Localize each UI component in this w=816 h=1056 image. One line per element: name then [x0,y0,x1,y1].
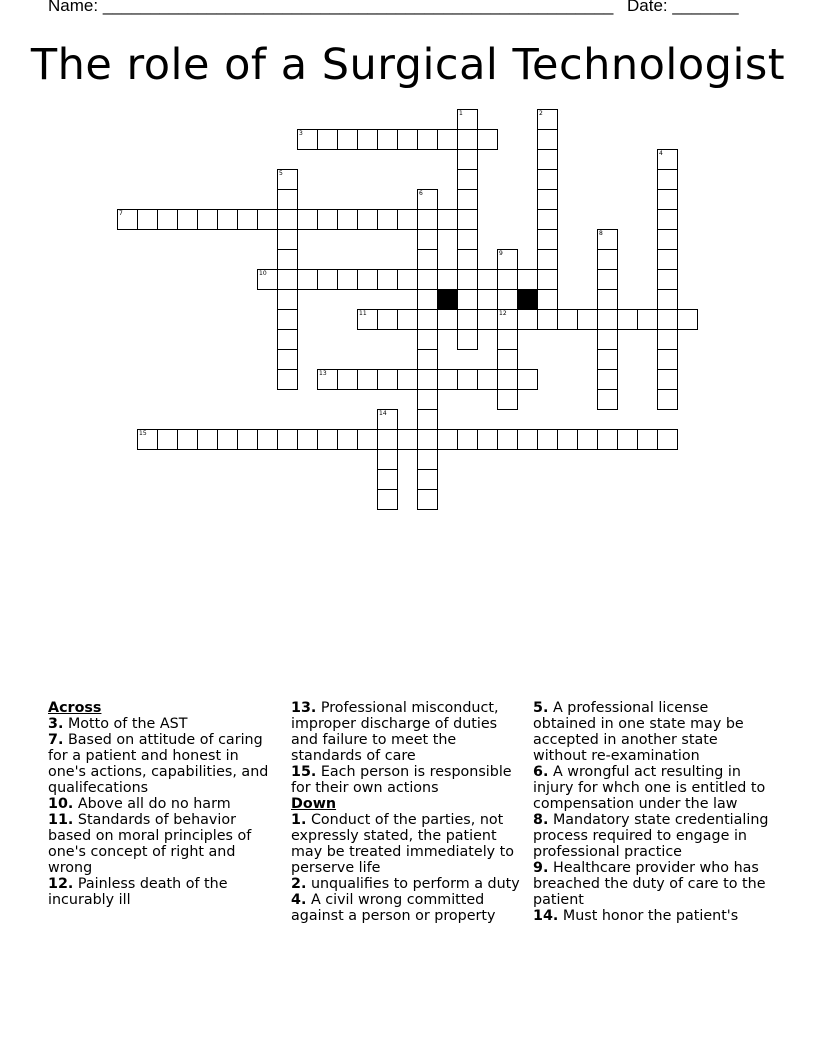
grid-cell[interactable] [457,329,478,350]
clue-across-11: 11. Standards of behavior based on moral principles of one's concept of right and wrong [48,812,252,876]
grid-cell[interactable] [537,149,558,170]
grid-cell[interactable] [377,129,398,150]
grid-cell[interactable] [617,309,638,330]
grid-cell[interactable] [557,429,578,450]
grid-cell[interactable] [657,229,678,250]
grid-cell[interactable] [397,209,418,230]
grid-cell[interactable] [337,429,358,450]
grid-cell[interactable] [397,309,418,330]
grid-cell[interactable] [637,429,658,450]
grid-cell[interactable] [457,209,478,230]
date-label: Date: [627,0,668,15]
grid-cell[interactable] [437,369,458,390]
grid-cell[interactable] [297,209,318,230]
grid-cell[interactable] [377,369,398,390]
clue-column-3 [533,700,769,924]
grid-cell[interactable] [597,229,618,250]
grid-cell[interactable] [377,269,398,290]
grid-cell[interactable] [657,209,678,230]
grid-cell[interactable] [277,369,298,390]
grid-cell[interactable] [537,309,558,330]
grid-cell[interactable] [197,209,218,230]
grid-cell[interactable] [497,309,518,330]
grid-cell[interactable] [657,349,678,370]
grid-cell[interactable] [657,369,678,390]
grid-cell[interactable] [497,289,518,310]
grid-cell[interactable] [537,249,558,270]
grid-cell[interactable] [457,149,478,170]
grid-cell[interactable] [597,249,618,270]
clue-number: 3 [299,130,303,137]
grid-cell[interactable] [257,269,278,290]
grid-cell[interactable] [657,309,678,330]
clue-across-15: 15. Each person is responsible for their own actions [291,764,512,796]
grid-cell[interactable] [477,129,498,150]
grid-cell[interactable] [277,229,298,250]
clue-number: 2 [539,110,543,117]
grid-cell[interactable] [517,309,538,330]
name-line: ______________________________________________________ [102,0,614,15]
grid-cell[interactable] [397,429,418,450]
grid-cell[interactable] [137,429,158,450]
grid-cell[interactable] [497,269,518,290]
grid-cell[interactable] [277,329,298,350]
clue-number: 9 [499,250,503,257]
grid-cell[interactable] [377,209,398,230]
grid-cell[interactable] [357,269,378,290]
grid-cell[interactable] [537,189,558,210]
grid-cell[interactable] [617,429,638,450]
grid-cell[interactable] [497,329,518,350]
grid-cell[interactable] [217,429,238,450]
grid-cell[interactable] [157,429,178,450]
grid-cell[interactable] [417,369,438,390]
grid-cell[interactable] [497,389,518,410]
clue-number: 7 [119,210,123,217]
grid-cell[interactable] [657,329,678,350]
grid-cell[interactable] [497,369,518,390]
grid-cell[interactable] [137,209,158,230]
grid-cell[interactable] [177,209,198,230]
clue-across-10: 10. Above all do no harm [48,796,231,812]
grid-cell[interactable] [517,429,538,450]
grid-cell[interactable] [497,349,518,370]
grid-cell[interactable] [217,209,238,230]
grid-cell[interactable] [337,369,358,390]
grid-cell[interactable] [477,429,498,450]
grid-cell[interactable] [677,309,698,330]
grid-cell[interactable] [357,309,378,330]
grid-cell[interactable] [517,369,538,390]
grid-cell[interactable] [357,209,378,230]
grid-cell[interactable] [377,309,398,330]
grid-cell[interactable] [417,449,438,470]
clue-down-9: 9. Healthcare provider who has breached the duty of care to the patient [533,860,766,908]
clue-down-6: 6. A wrongful act resulting in injury for whch one is entitled to compensation under the law [533,764,766,812]
grid-cell[interactable] [657,169,678,190]
clue-number: 15 [139,430,147,437]
grid-cell[interactable] [417,429,438,450]
grid-cell[interactable] [457,109,478,130]
grid-cell[interactable] [297,129,318,150]
grid-cell[interactable] [457,189,478,210]
grid-cell[interactable] [417,329,438,350]
black-square [437,289,458,310]
grid-cell[interactable] [297,269,318,290]
grid-cell[interactable] [277,309,298,330]
grid-cell[interactable] [277,209,298,230]
grid-cell[interactable] [337,209,358,230]
clue-number: 10 [259,270,267,277]
grid-cell[interactable] [357,369,378,390]
grid-cell[interactable] [597,309,618,330]
down-heading: Down [291,796,337,812]
grid-cell[interactable] [237,429,258,450]
grid-cell[interactable] [457,249,478,270]
date-line: _______ [672,0,739,15]
grid-cell[interactable] [537,209,558,230]
clue-column-1 [48,700,280,908]
grid-cell[interactable] [417,409,438,430]
grid-cell[interactable] [257,209,278,230]
grid-cell[interactable] [537,129,558,150]
clue-number: 8 [599,230,603,237]
grid-cell[interactable] [417,129,438,150]
black-square [517,289,538,310]
grid-cell[interactable] [537,109,558,130]
grid-cell[interactable] [457,169,478,190]
grid-cell[interactable] [417,349,438,370]
grid-cell[interactable] [417,469,438,490]
grid-cell[interactable] [437,309,458,330]
grid-cell[interactable] [437,269,458,290]
grid-cell[interactable] [437,129,458,150]
grid-cell[interactable] [657,249,678,270]
grid-cell[interactable] [417,209,438,230]
grid-cell[interactable] [337,129,358,150]
grid-cell[interactable] [537,269,558,290]
grid-cell[interactable] [437,209,458,230]
grid-cell[interactable] [317,269,338,290]
clue-across-3: 3. Motto of the AST [48,716,188,732]
grid-cell[interactable] [477,369,498,390]
grid-cell[interactable] [277,429,298,450]
grid-cell[interactable] [597,369,618,390]
grid-cell[interactable] [317,369,338,390]
grid-cell[interactable] [597,289,618,310]
grid-cell[interactable] [657,429,678,450]
grid-cell[interactable] [537,169,558,190]
grid-cell[interactable] [117,209,138,230]
grid-cell[interactable] [397,129,418,150]
grid-cell[interactable] [657,149,678,170]
clue-across-12: 12. Painless death of the incurably ill [48,876,228,908]
grid-cell[interactable] [277,349,298,370]
grid-cell[interactable] [317,129,338,150]
grid-cell[interactable] [597,389,618,410]
clue-number: 4 [659,150,663,157]
clue-down-8: 8. Mandatory state credentialing process required to engage in professional practice [533,812,769,860]
grid-cell[interactable] [537,229,558,250]
clue-down-2: 2. unqualifies to perform a duty [291,876,520,892]
clue-number: 13 [319,370,327,377]
clue-across-13: 13. Professional misconduct, improper discharge of duties and failure to meet the standards of care [291,700,499,764]
grid-cell[interactable] [517,269,538,290]
grid-cell[interactable] [557,309,578,330]
grid-cell[interactable] [457,269,478,290]
grid-cell[interactable] [577,309,598,330]
clue-down-4: 4. A civil wrong committed against a person or property [291,892,496,924]
grid-cell[interactable] [357,129,378,150]
grid-cell[interactable] [537,289,558,310]
grid-cell[interactable] [377,409,398,430]
grid-cell[interactable] [457,309,478,330]
grid-cell[interactable] [277,189,298,210]
grid-cell[interactable] [597,269,618,290]
grid-cell[interactable] [597,429,618,450]
grid-cell[interactable] [477,309,498,330]
grid-cell[interactable] [437,429,458,450]
grid-cell[interactable] [377,469,398,490]
grid-cell[interactable] [177,429,198,450]
grid-cell[interactable] [457,229,478,250]
grid-cell[interactable] [577,429,598,450]
grid-cell[interactable] [317,209,338,230]
grid-cell[interactable] [337,269,358,290]
name-label: Name: [48,0,99,15]
grid-cell[interactable] [497,249,518,270]
grid-cell[interactable] [277,169,298,190]
grid-cell[interactable] [457,429,478,450]
grid-cell[interactable] [497,429,518,450]
clue-across-7: 7. Based on attitude of caring for a patient and honest in one's actions, capabilities, and qualifecations [48,732,269,796]
grid-cell[interactable] [297,429,318,450]
grid-cell[interactable] [657,189,678,210]
clue-number: 14 [379,410,387,417]
grid-cell[interactable] [457,129,478,150]
grid-cell[interactable] [157,209,178,230]
grid-cell[interactable] [657,289,678,310]
grid-cell[interactable] [477,269,498,290]
grid-cell[interactable] [417,249,438,270]
grid-cell[interactable] [197,429,218,450]
grid-cell[interactable] [417,389,438,410]
clue-number: 5 [279,170,283,177]
grid-cell[interactable] [657,389,678,410]
grid-cell[interactable] [597,329,618,350]
grid-cell[interactable] [417,289,438,310]
grid-cell[interactable] [417,269,438,290]
grid-cell[interactable] [317,429,338,450]
grid-cell[interactable] [377,489,398,510]
clue-number: 11 [359,310,367,317]
grid-cell[interactable] [357,429,378,450]
grid-cell[interactable] [397,269,418,290]
grid-cell[interactable] [397,369,418,390]
grid-cell[interactable] [257,429,278,450]
grid-cell[interactable] [597,349,618,370]
grid-cell[interactable] [417,189,438,210]
grid-cell[interactable] [377,449,398,470]
grid-cell[interactable] [457,369,478,390]
grid-cell[interactable] [417,489,438,510]
grid-cell[interactable] [277,269,298,290]
grid-cell[interactable] [277,249,298,270]
grid-cell[interactable] [457,289,478,310]
puzzle-title: The role of a Surgical Technologist [30,40,786,90]
grid-cell[interactable] [237,209,258,230]
clue-number: 1 [459,110,463,117]
clue-down-1: 1. Conduct of the parties, not expressly stated, the patient may be treated immediately to perserve life [291,812,515,876]
clue-down-5: 5. A professional license obtained in one state may be accepted in another state without re-examination [533,700,744,764]
grid-cell[interactable] [657,269,678,290]
grid-cell[interactable] [277,289,298,310]
grid-cell[interactable] [417,229,438,250]
across-heading: Across [48,700,102,716]
grid-cell[interactable] [637,309,658,330]
grid-cell[interactable] [417,309,438,330]
clue-number: 12 [499,310,507,317]
clue-number: 6 [419,190,423,197]
grid-cell[interactable] [537,429,558,450]
clue-column-2 [291,700,521,924]
clue-down-14: 14. Must honor the patient's [533,908,739,924]
grid-cell[interactable] [377,429,398,450]
